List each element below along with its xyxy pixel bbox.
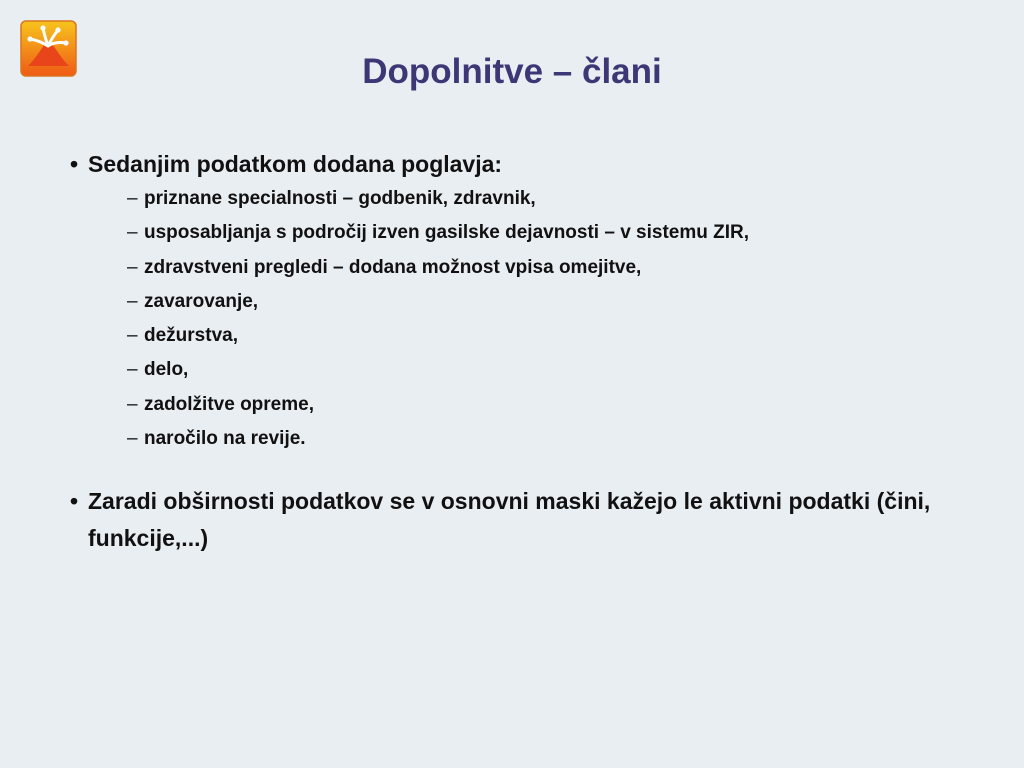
sub-item-text: zavarovanje,	[144, 290, 259, 312]
bullet-marker: •	[70, 488, 79, 515]
sub-item-text: priznane specialnosti – godbenik, zdravnik,	[144, 188, 536, 209]
dash-marker: –	[127, 188, 138, 209]
bullet-text: Zaradi obširnosti podatkov se v osnovni maski kažejo le aktivni podatki (čini, funkcije,...)	[88, 488, 931, 552]
sub-list-item	[127, 422, 990, 456]
sub-list-item	[127, 319, 990, 353]
sub-item-text: naročilo na revije.	[144, 428, 306, 450]
sub-list-item	[127, 251, 990, 285]
bullet-item	[70, 146, 990, 182]
sub-list-item	[127, 388, 990, 422]
bullet-item	[70, 483, 990, 557]
slide-content	[70, 146, 990, 557]
sub-item-text: zadolžitve opreme,	[144, 393, 314, 415]
dash-marker: –	[127, 290, 138, 312]
sub-item-text: zdravstveni pregledi – dodana možnost vpisa omejitve,	[144, 256, 642, 278]
sub-list-item	[127, 182, 990, 216]
dash-marker: –	[127, 393, 138, 415]
dash-marker: –	[127, 359, 138, 381]
dash-marker: –	[127, 428, 138, 450]
sub-list-item	[127, 216, 990, 250]
bullet-text: Sedanjim podatkom dodana poglavja:	[88, 151, 503, 177]
sub-item-text: dežurstva,	[144, 325, 238, 347]
dash-marker: –	[127, 325, 138, 347]
dash-marker: –	[127, 256, 138, 278]
sub-item-text: delo,	[144, 359, 189, 381]
slide-title: Dopolnitve – člani	[362, 52, 662, 91]
bullet-marker: •	[70, 151, 79, 177]
sub-list	[70, 182, 990, 456]
sub-list-item	[127, 353, 990, 387]
sub-list-item	[127, 285, 990, 319]
sub-item-text: usposabljanja s področij izven gasilske dejavnosti – v sistemu ZIR,	[144, 222, 750, 244]
dash-marker: –	[127, 222, 138, 244]
